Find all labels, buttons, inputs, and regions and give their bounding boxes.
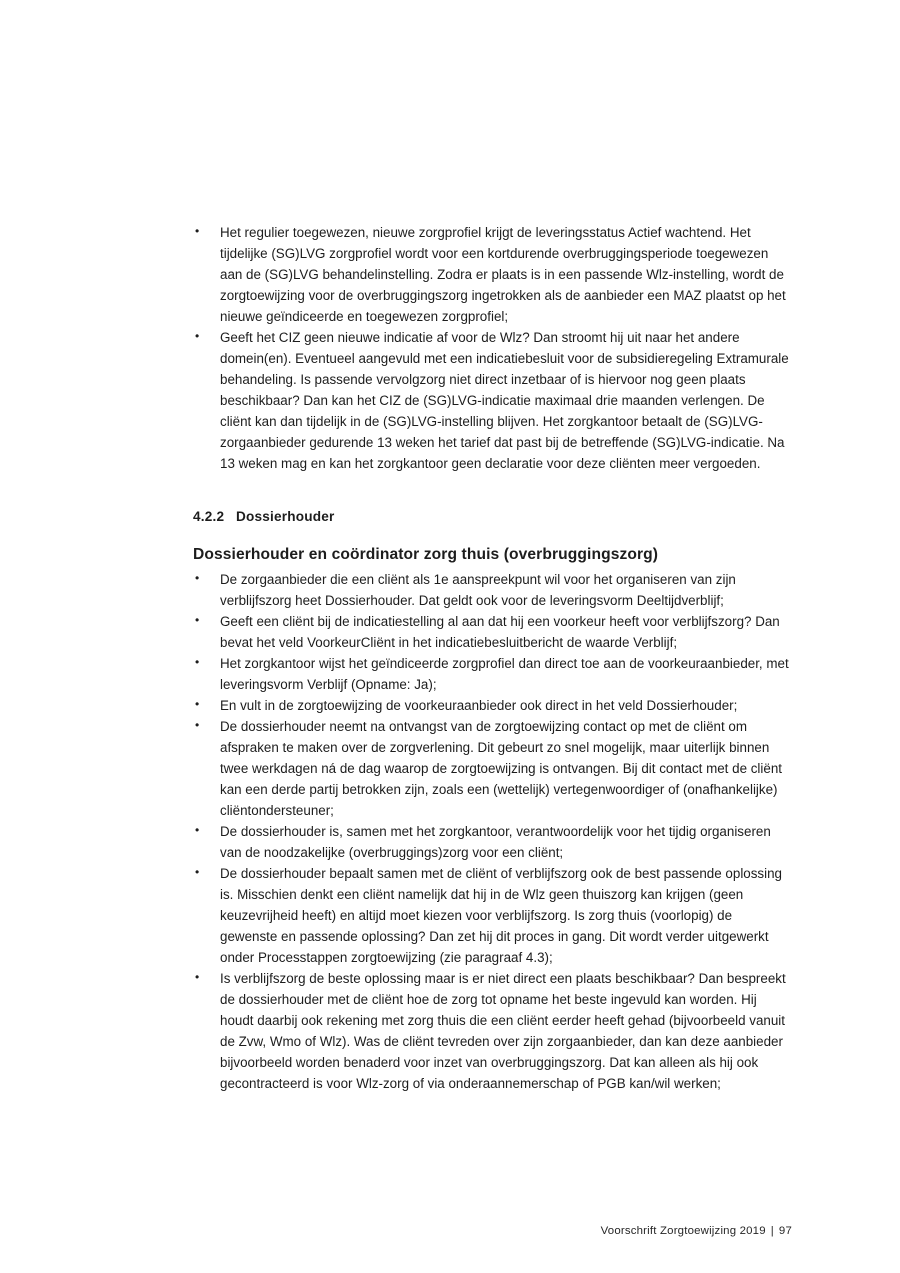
- list-item-text: Het regulier toegewezen, nieuwe zorgprofiel krijgt de leveringsstatus Actief wachtend. Het tijdelijke (SG)LVG zorgprofiel wordt voor een kortdurende overbruggingsperiode toegewezen aan de (SG)LVG behandelinstelling. Zodra er plaats is in een passende Wlz-instelling, wordt de zorgtoewijzing voor de overbruggingszorg ingetrokken als de aanbieder een MAZ plaatst op het nieuwe geïndiceerde en toegewezen zorgprofiel;: [220, 225, 786, 324]
- list-item: [193, 968, 793, 1094]
- bullet-list-main: [193, 569, 793, 1094]
- list-item: [193, 695, 793, 716]
- list-item-text: Het zorgkantoor wijst het geïndiceerde zorgprofiel dan direct toe aan de voorkeuraanbieder, met leveringsvorm Verblijf (Opname: Ja);: [220, 656, 789, 692]
- list-item: [193, 821, 793, 863]
- footer-page-number: 97: [778, 1225, 792, 1237]
- footer-separator: |: [770, 1225, 774, 1237]
- list-item: [193, 222, 793, 327]
- bullet-icon: •: [195, 823, 200, 837]
- footer-title: Voorschrift Zorgtoewijzing 2019: [600, 1225, 766, 1237]
- bullet-list-top: [193, 222, 793, 474]
- list-item-text: En vult in de zorgtoewijzing de voorkeuraanbieder ook direct in het veld Dossierhouder;: [220, 698, 738, 713]
- list-item: [193, 863, 793, 968]
- list-item-text: De zorgaanbieder die een cliënt als 1e aanspreekpunt wil voor het organiseren van zijn verblijfszorg heet Dossierhouder. Dat geldt ook voor de leveringsvorm Deeltijdverblijf;: [220, 572, 736, 608]
- list-item-text: De dossierhouder bepaalt samen met de cliënt of verblijfszorg ook de best passende oplossing is. Misschien denkt een cliënt namelijk dat hij in de Wlz geen thuiszorg kan krijgen (geen keuzevrijheid heeft) en altijd moet kiezen voor verblijfszorg. Is zorg thuis (voorlopig) de gewenste en passende oplossing? Dan zet hij dit proces in gang. Dit wordt verder uitgewerkt onder Processtappen zorgtoewijzing (zie paragraaf 4.3);: [220, 866, 782, 965]
- list-item-text: De dossierhouder neemt na ontvangst van de zorgtoewijzing contact op met de cliënt om afspraken te maken over de zorgverlening. Dit gebeurt zo snel mogelijk, maar uiterlijk binnen twee werkdagen ná de dag waarop de zorgtoewijzing is ontvangen. Bij dit contact met de cliënt kan een derde partij betrokken zijn, zoals een (wettelijk) vertegenwoordiger of (onafhankelijke) cliëntondersteuner;: [220, 719, 783, 818]
- subsection-title: Dossierhouder en coördinator zorg thuis (overbruggingszorg): [193, 546, 659, 563]
- list-item-text: De dossierhouder is, samen met het zorgkantoor, verantwoordelijk voor het tijdig organiseren van de noodzakelijke (overbruggings)zorg voor een cliënt;: [220, 824, 771, 860]
- bullet-icon: •: [195, 865, 200, 879]
- list-item-text: Is verblijfszorg de beste oplossing maar is er niet direct een plaats beschikbaar? Dan bespreekt de dossierhouder met de cliënt hoe de zorg tot opname het beste ingevuld kan worden. Hij houdt daarbij ook rekening met zorg thuis die een cliënt eerder heeft gehad (bijvoorbeeld vanuit de Zvw, Wmo of Wlz). Was de cliënt tevreden over zijn zorgaanbieder, dan kan deze aanbieder bijvoorbeeld worden benaderd voor inzet van overbruggingszorg. Dat kan alleen als hij ook gecontracteerd is voor Wlz-zorg of via onderaannemerschap of PGB kan/wil werken;: [220, 971, 786, 1091]
- page-content: [193, 222, 793, 1094]
- bullet-icon: •: [195, 571, 200, 585]
- list-item: [193, 327, 793, 474]
- bullet-icon: •: [195, 224, 200, 238]
- bullet-icon: •: [195, 970, 200, 984]
- bullet-icon: •: [195, 329, 200, 343]
- list-item: [193, 569, 793, 611]
- list-item-text: Geeft een cliënt bij de indicatiestelling al aan dat hij een voorkeur heeft voor verblijfszorg? Dan bevat het veld VoorkeurCliënt in het indicatiebesluitbericht de waarde Verblijf;: [220, 614, 780, 650]
- page-footer: [601, 1224, 792, 1238]
- section-title: Dossierhouder: [236, 509, 335, 524]
- section-heading: [193, 506, 793, 527]
- bullet-icon: •: [195, 613, 200, 627]
- list-item: [193, 653, 793, 695]
- section-number: 4.2.2: [193, 509, 225, 524]
- bullet-icon: •: [195, 718, 200, 732]
- bullet-icon: •: [195, 697, 200, 711]
- bullet-icon: •: [195, 655, 200, 669]
- list-item-text: Geeft het CIZ geen nieuwe indicatie af voor de Wlz? Dan stroomt hij uit naar het andere domein(en). Eventueel aangevuld met een indicatiebesluit voor de subsidieregeling Extramurale behandeling. Is passende vervolgzorg niet direct inzetbaar of is hiervoor nog geen plaats beschikbaar? Dan kan het CIZ de (SG)LVG-indicatie maximaal drie maanden verlengen. De cliënt kan dan tijdelijk in de (SG)LVG-instelling blijven. Het zorgkantoor betaalt de (SG)LVG-zorgaanbieder gedurende 13 weken het tarief dat past bij de betreffende (SG)LVG-indicatie. Na 13 weken mag en kan het zorgkantoor geen declaratie voor deze cliënten meer vergoeden.: [220, 330, 789, 471]
- list-item: [193, 611, 793, 653]
- list-item: [193, 716, 793, 821]
